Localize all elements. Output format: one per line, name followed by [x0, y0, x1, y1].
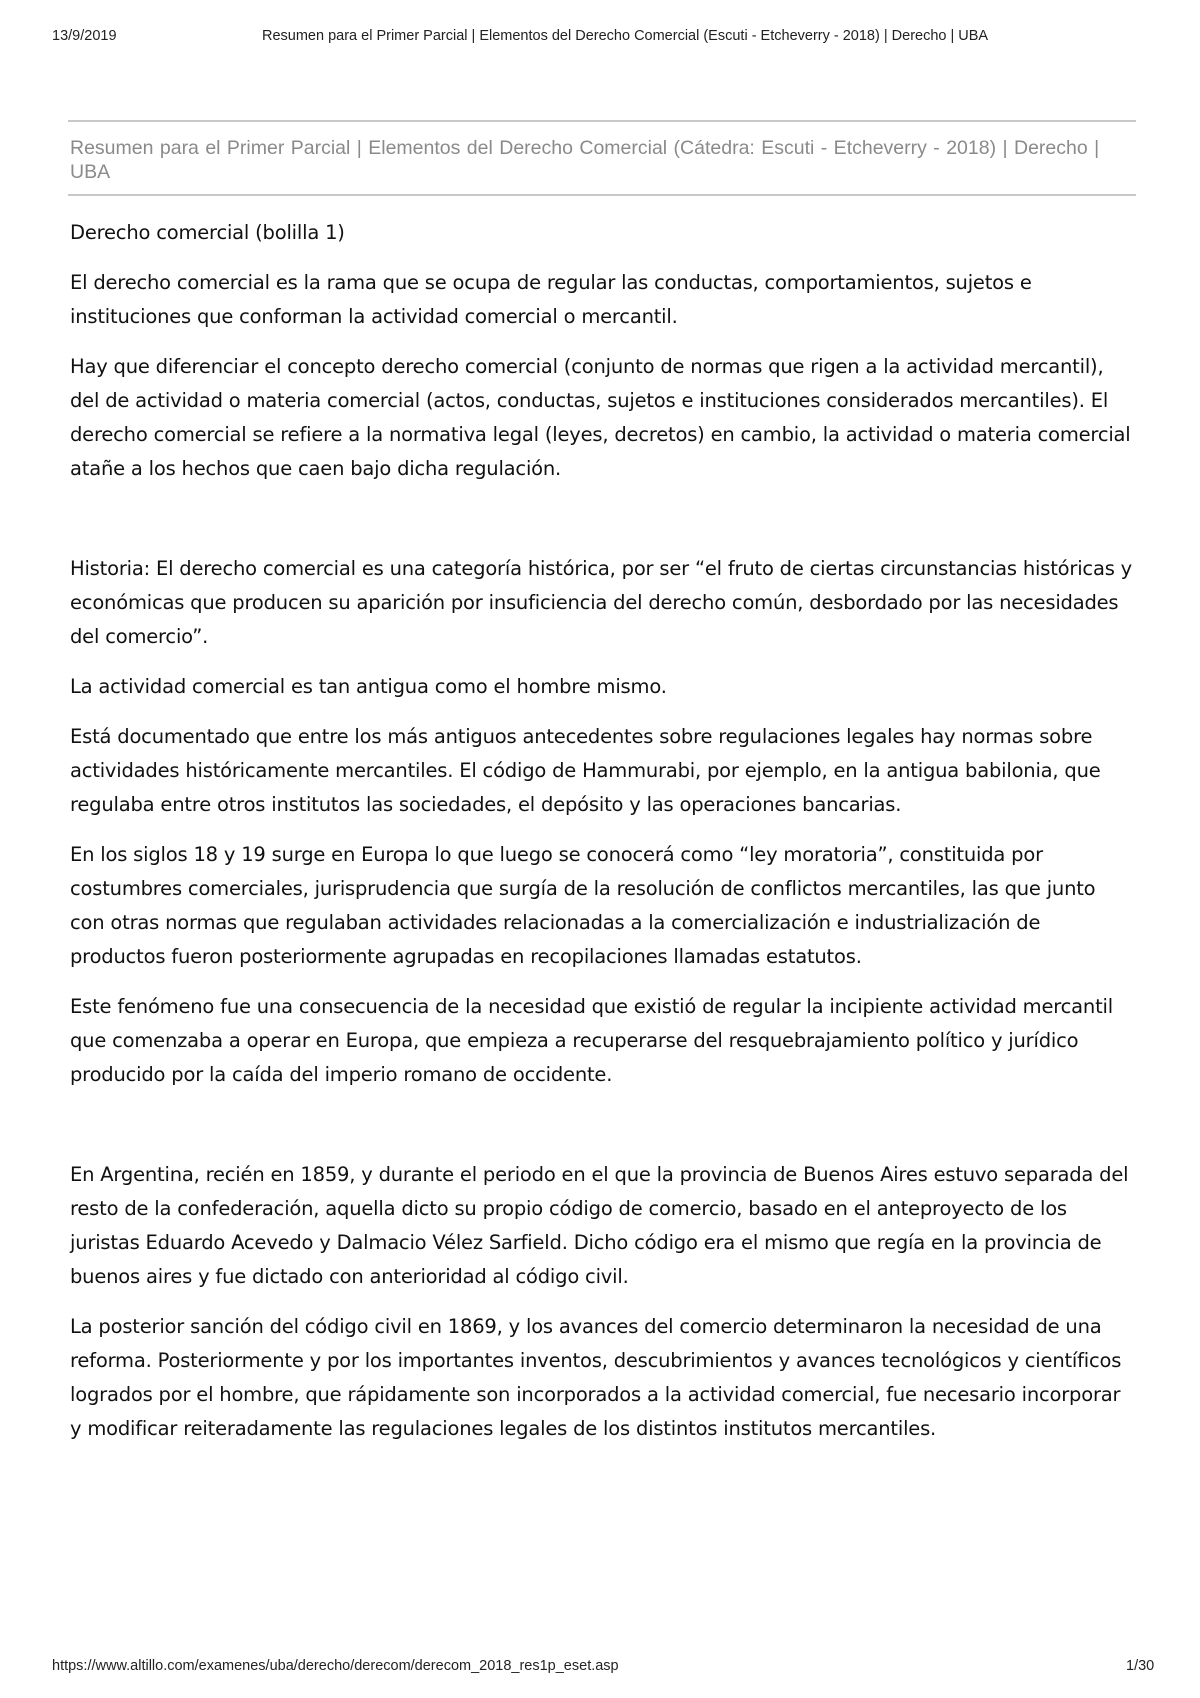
paragraph-spacer	[70, 1108, 1134, 1158]
print-footer	[0, 1658, 1200, 1678]
paragraph: Hay que diferenciar el concepto derecho comercial (conjunto de normas que rigen a la actividad mercantil), del de actividad o materia comercial (actos, conductas, sujetos e instituciones considerados mercantiles). El derecho comercial se refiere a la normativa legal (leyes, decretos) en cambio, la actividad o materia comercial atañe a los hechos que caen bajo dicha regulación.	[70, 355, 1131, 480]
paragraph: Está documentado que entre los más antiguos antecedentes sobre regulaciones legales hay normas sobre actividades históricamente mercantiles. El código de Hammurabi, por ejemplo, en la antigua babilonia, que regulaba entre otros institutos las sociedades, el depósito y las operaciones bancarias.	[70, 725, 1101, 816]
print-page-title: Resumen para el Primer Parcial | Elementos del Derecho Comercial (Escuti - Etcheverry - 2018) | Derecho | UBA	[262, 28, 989, 44]
source-url: https://www.altillo.com/examenes/uba/derecho/derecom/derecom_2018_res1p_eset.asp	[52, 1658, 619, 1674]
section-heading: Derecho comercial (bolilla 1)	[70, 221, 345, 244]
paragraph: En los siglos 18 y 19 surge en Europa lo que luego se conocerá como “ley moratoria”, constituida por costumbres comerciales, jurisprudencia que surgía de la resolución de conflictos mercantiles, las que junto con otras normas que regulaban actividades relacionadas a la comercialización e industrialización de productos fueron posteriormente agrupadas en recopilaciones llamadas estatutos.	[70, 843, 1096, 968]
print-header	[0, 28, 1200, 50]
paragraph: Este fenómeno fue una consecuencia de la necesidad que existió de regular la incipiente actividad mercantil que comenzaba a operar en Europa, que empieza a recuperarse del resquebrajamiento político y jurídico producido por la caída del imperio romano de occidente.	[70, 995, 1113, 1086]
paragraph-spacer	[70, 502, 1134, 552]
paragraph: Historia: El derecho comercial es una categoría histórica, por ser “el fruto de ciertas circunstancias históricas y económicas que producen su aparición por insuficiencia del derecho común, desbordado por las necesidades del comercio”.	[70, 557, 1133, 648]
paragraph: La actividad comercial es tan antigua como el hombre mismo.	[70, 675, 667, 698]
paragraph: En Argentina, recién en 1859, y durante el periodo en el que la provincia de Buenos Aires estuvo separada del resto de la confederación, aquella dicto su propio código de comercio, basado en el anteproyecto de los juristas Eduardo Acevedo y Dalmacio Vélez Sarfield. Dicho código era el mismo que regía en la provincia de buenos aires y fue dictado con anterioridad al código civil.	[70, 1163, 1129, 1288]
paragraph: El derecho comercial es la rama que se ocupa de regular las conductas, comportamientos, sujetos e instituciones que conforman la actividad comercial o mercantil.	[70, 271, 1032, 328]
document-title-box	[68, 120, 1136, 196]
paragraph: La posterior sanción del código civil en 1869, y los avances del comercio determinaron la necesidad de una reforma. Posteriormente y por los importantes inventos, descubrimientos y avances tecnológicos y científicos logrados por el hombre, que rápidamente son incorporados a la actividad comercial, fue necesario incorporar y modificar reiteradamente las regulaciones legales de los distintos institutos mercantiles.	[70, 1315, 1122, 1440]
document-body	[70, 216, 1134, 1462]
page-number: 1/30	[1126, 1658, 1155, 1674]
document-title: Resumen para el Primer Parcial | Elementos del Derecho Comercial (Cátedra: Escuti - Etcheverry - 2018) | Derecho | UBA	[70, 137, 1100, 183]
print-date: 13/9/2019	[52, 28, 117, 44]
